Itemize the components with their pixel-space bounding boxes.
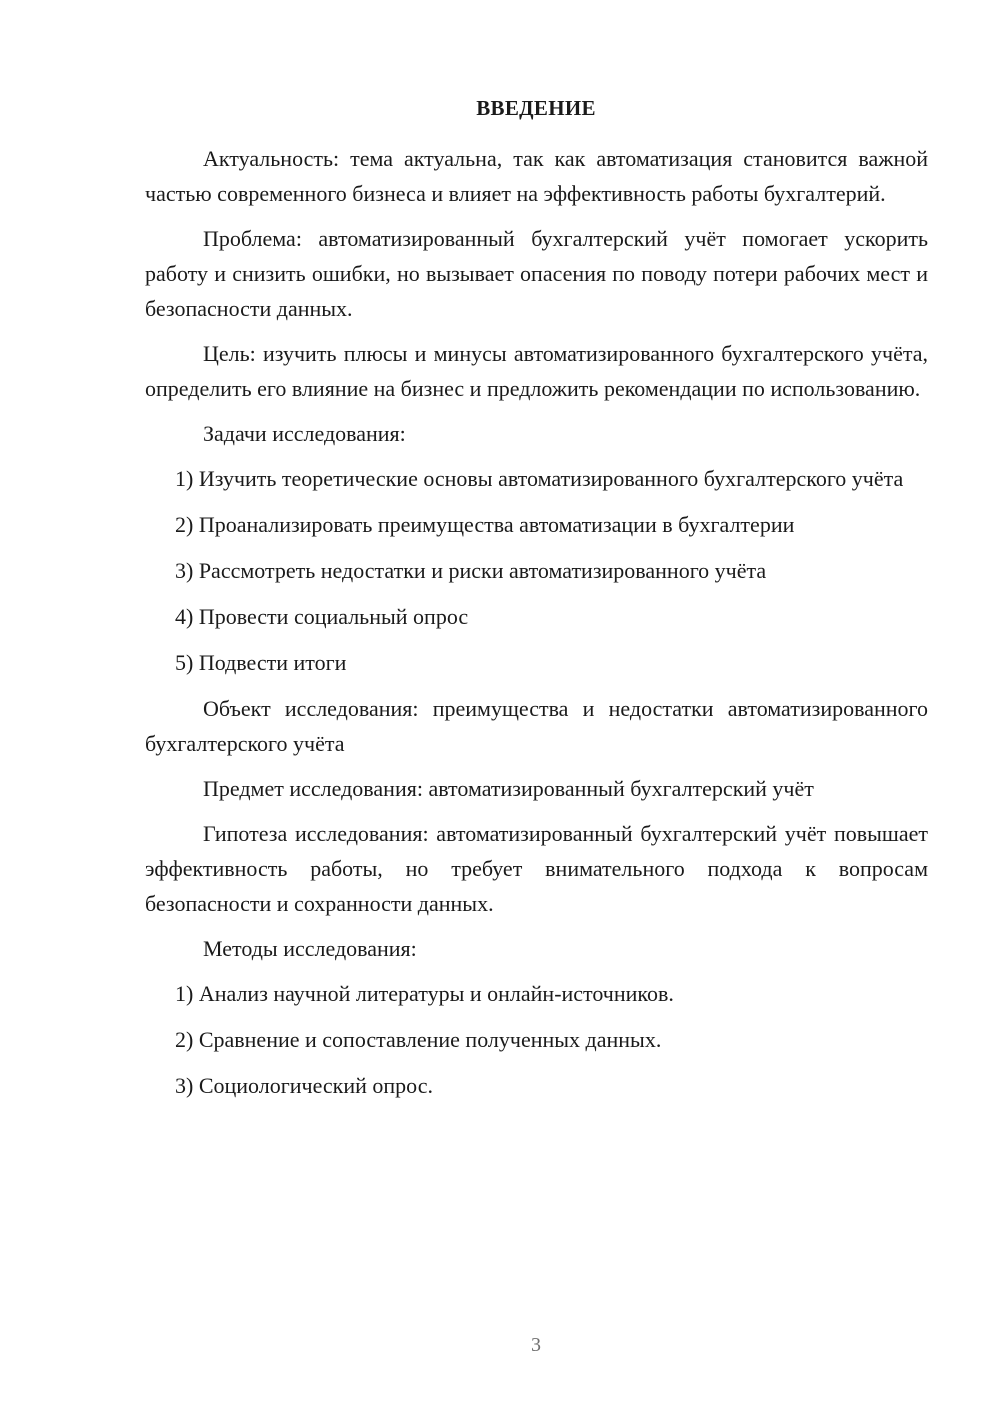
methods-heading: Методы исследования: [203, 936, 417, 961]
task-item: 1) Изучить теоретические основы автоматизированного бухгалтерского учёта [175, 466, 904, 491]
document-body [145, 141, 928, 1114]
method-item: 2) Сравнение и сопоставление полученных данных. [175, 1027, 662, 1052]
tasks-list [145, 461, 928, 680]
task-item: 5) Подвести итоги [175, 650, 347, 675]
research-subject-paragraph: Предмет исследования: автоматизированный бухгалтерский учёт [203, 776, 814, 801]
task-item: 2) Проанализировать преимущества автоматизации в бухгалтерии [175, 512, 795, 537]
task-item: 4) Провести социальный опрос [175, 604, 469, 629]
tasks-heading: Задачи исследования: [203, 421, 406, 446]
research-object-paragraph: Объект исследования: преимущества и недостатки автоматизированного бухгалтерского учёта [145, 696, 928, 756]
problem-paragraph: Проблема: автоматизированный бухгалтерский учёт помогает ускорить работу и снизить ошибки, но вызывает опасения по поводу потери рабочих мест и безопасности данных. [145, 226, 928, 321]
page-number: 3 [531, 1334, 541, 1356]
hypothesis-paragraph: Гипотеза исследования: автоматизированный бухгалтерский учёт повышает эффективность работы, но требует внимательного подхода к вопросам безопасности и сохранности данных. [145, 821, 928, 916]
method-item: 1) Анализ научной литературы и онлайн-источников. [175, 981, 674, 1006]
method-item: 3) Социологический опрос. [175, 1073, 433, 1098]
methods-list [145, 976, 928, 1103]
goal-paragraph: Цель: изучить плюсы и минусы автоматизированного бухгалтерского учёта, определить его влияние на бизнес и предложить рекомендации по использованию. [145, 341, 928, 401]
page-title: ВВЕДЕНИЕ [476, 96, 596, 120]
relevance-paragraph: Актуальность: тема актуальна, так как автоматизация становится важной частью современного бизнеса и влияет на эффективность работы бухгалтерий. [145, 146, 928, 206]
task-item: 3) Рассмотреть недостатки и риски автоматизированного учёта [175, 558, 767, 583]
